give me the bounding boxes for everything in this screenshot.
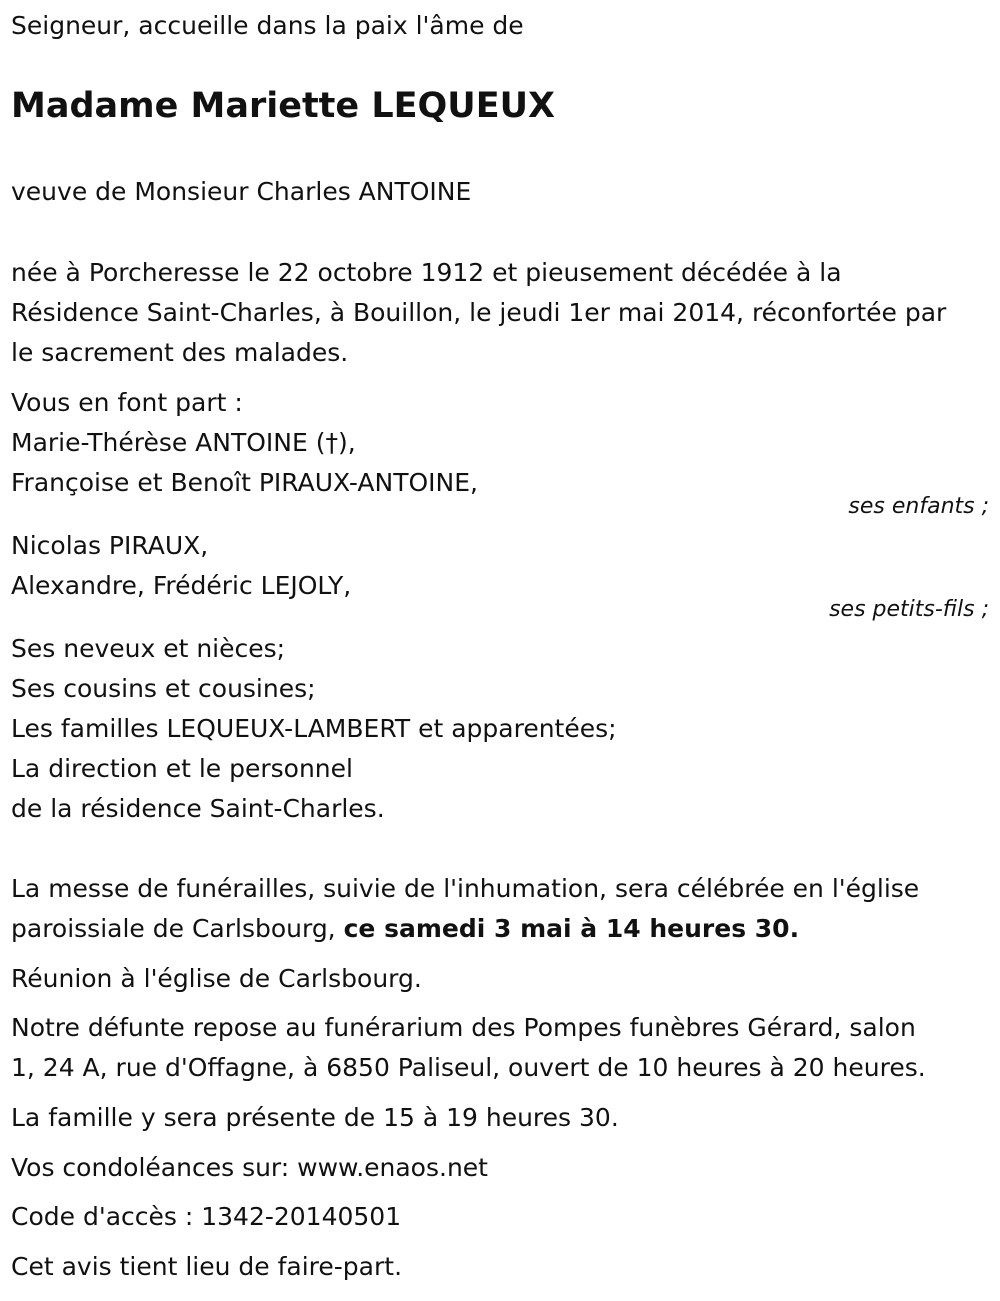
funeral-date-time: ce samedi 3 mai à 14 heures 30. — [343, 914, 800, 943]
child-1: Marie-Thérèse ANTOINE (†), — [11, 428, 356, 457]
family-presence: La famille y sera présente de 15 à 19 heures 30. — [11, 1103, 619, 1132]
biography-line-3: le sacrement des malades. — [11, 338, 349, 367]
biography-line-1: née à Porcheresse le 22 octobre 1912 et pieusement décédée à la — [11, 258, 842, 287]
rest-line-2: 1, 24 A, rue d'Offagne, à 6850 Paliseul, ouvert de 10 heures à 20 heures. — [11, 1053, 926, 1082]
access-code: Code d'accès : 1342-20140501 — [11, 1202, 402, 1231]
intro-text: Seigneur, accueille dans la paix l'âme de — [11, 11, 524, 40]
grandchild-2: Alexandre, Frédéric LEJOLY, — [11, 571, 352, 600]
meeting-text: Réunion à l'église de Carlsbourg. — [11, 964, 422, 993]
children-label: ses enfants ; — [848, 494, 989, 519]
deceased-name: Madame Mariette LEQUEUX — [11, 86, 556, 126]
family-intro: Vous en font part : — [11, 388, 243, 417]
biography-line-2: Résidence Saint-Charles, à Bouillon, le jeudi 1er mai 2014, réconfortée par — [11, 298, 947, 327]
grandchild-1: Nicolas PIRAUX, — [11, 531, 209, 560]
funeral-location: paroissiale de Carlsbourg, — [11, 914, 344, 943]
other-family-4: La direction et le personnel — [11, 754, 353, 783]
spouse-text: veuve de Monsieur Charles ANTOINE — [11, 177, 472, 206]
closing-text: Cet avis tient lieu de faire-part. — [11, 1252, 403, 1281]
other-family-5: de la résidence Saint-Charles. — [11, 794, 385, 823]
other-family-2: Ses cousins et cousines; — [11, 674, 316, 703]
grandchildren-label: ses petits-fils ; — [829, 597, 989, 622]
child-2: Françoise et Benoît PIRAUX-ANTOINE, — [11, 468, 478, 497]
funeral-line-2 — [11, 909, 799, 949]
funeral-line-1: La messe de funérailles, suivie de l'inhumation, sera célébrée en l'église — [11, 874, 920, 903]
other-family-3: Les familles LEQUEUX-LAMBERT et apparentées; — [11, 714, 617, 743]
rest-line-1: Notre défunte repose au funérarium des Pompes funèbres Gérard, salon — [11, 1013, 916, 1042]
condolences-text: Vos condoléances sur: www.enaos.net — [11, 1153, 488, 1182]
other-family-1: Ses neveux et nièces; — [11, 634, 286, 663]
